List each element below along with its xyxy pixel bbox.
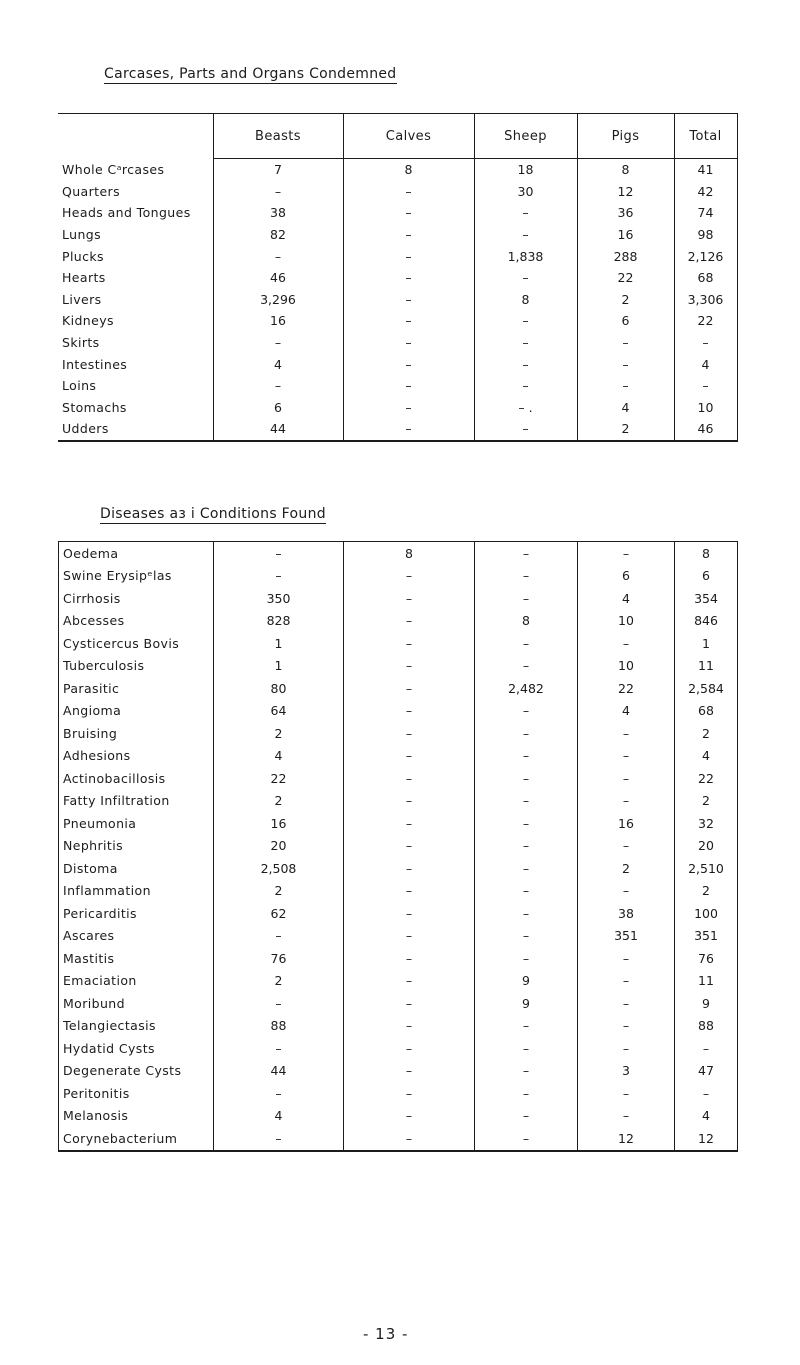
table-cell: 68 (675, 700, 738, 723)
table-cell: 2,126 (674, 245, 737, 267)
table-cell: – (675, 1037, 738, 1060)
table-cell: 88 (675, 1015, 738, 1038)
row-label: Kidneys (62, 313, 114, 329)
row-label: Nephritis (63, 838, 123, 854)
table-cell: – (213, 245, 343, 267)
row-label: Plucks (62, 248, 104, 264)
table-cell: 22 (674, 310, 737, 332)
table-cell: – (578, 745, 675, 768)
table-row (59, 970, 738, 993)
table-cell: 4 (674, 353, 737, 375)
table-cell: 16 (213, 310, 343, 332)
table-cell: 2 (578, 857, 675, 880)
table-cell: – (474, 332, 577, 354)
table-cell: 350 (214, 587, 344, 610)
table-cell: 4 (578, 587, 675, 610)
table-row (58, 181, 737, 203)
table-cell: 4 (213, 353, 343, 375)
table-row (59, 745, 738, 768)
table-cell: 44 (214, 1060, 344, 1083)
table-cell: – (344, 1060, 475, 1083)
table-cell: 3,296 (213, 289, 343, 311)
diseases-body (59, 542, 738, 1151)
row-label: Parasitic (63, 680, 120, 696)
table-row (59, 857, 738, 880)
table-row (58, 159, 737, 181)
table-cell: – (577, 375, 674, 397)
table-cell: 20 (214, 835, 344, 858)
table-cell: – . (474, 397, 577, 419)
row-label: Stomachs (62, 399, 127, 415)
table-cell: 4 (214, 745, 344, 768)
table-cell: 16 (577, 224, 674, 246)
table-cell: – (675, 1082, 738, 1105)
table-row (59, 790, 738, 813)
table-cell: 2,508 (214, 857, 344, 880)
diseases-table (58, 541, 738, 1152)
table-cell: 46 (213, 267, 343, 289)
table-cell: – (344, 700, 475, 723)
table-cell: – (578, 880, 675, 903)
table-row (58, 332, 737, 354)
table-cell: – (475, 722, 578, 745)
table-cell: 2 (214, 722, 344, 745)
table-row (59, 925, 738, 948)
table-cell: 64 (214, 700, 344, 723)
table-cell: – (475, 745, 578, 768)
table-row (59, 677, 738, 700)
table-cell: 8 (344, 542, 475, 565)
table-cell: – (214, 565, 344, 588)
row-label: Inflammation (63, 883, 151, 899)
table-cell: – (343, 181, 474, 203)
table-row (59, 1082, 738, 1105)
table-cell: – (344, 1127, 475, 1151)
table-cell: – (474, 418, 577, 441)
table-row (58, 353, 737, 375)
table-cell: 46 (674, 418, 737, 441)
table-cell: – (344, 722, 475, 745)
table-row (58, 289, 737, 311)
table-cell: 16 (578, 812, 675, 835)
table-cell: – (344, 925, 475, 948)
table-cell: – (474, 224, 577, 246)
table-cell: – (344, 565, 475, 588)
table-cell: 11 (675, 970, 738, 993)
table-cell: 2 (577, 289, 674, 311)
table-cell: – (475, 880, 578, 903)
table-row (58, 245, 737, 267)
table-cell: 3,306 (674, 289, 737, 311)
table-cell: – (214, 1082, 344, 1105)
table-cell: 9 (475, 970, 578, 993)
table-row (59, 587, 738, 610)
table-cell: – (344, 767, 475, 790)
row-label: Abcesses (63, 613, 125, 629)
table-cell: – (475, 655, 578, 678)
table-cell: – (343, 289, 474, 311)
row-label: Telangiectasis (63, 1018, 156, 1034)
table-cell: – (344, 857, 475, 880)
row-label: Cirrhosis (63, 590, 121, 606)
table-cell: – (475, 1015, 578, 1038)
table-cell: – (674, 375, 737, 397)
table-cell: – (344, 610, 475, 633)
table-cell: – (578, 970, 675, 993)
table-cell: – (475, 1060, 578, 1083)
table-row (58, 310, 737, 332)
table-cell: – (475, 835, 578, 858)
table-cell: – (214, 1037, 344, 1060)
column-header: Sheep (474, 114, 577, 159)
table-cell: 2,482 (475, 677, 578, 700)
table-cell: 38 (213, 202, 343, 224)
table-cell: 4 (577, 397, 674, 419)
table-cell: – (578, 992, 675, 1015)
table-cell: 6 (578, 565, 675, 588)
row-label: Quarters (62, 183, 121, 199)
table-cell: 80 (214, 677, 344, 700)
row-label: Pneumonia (63, 815, 137, 831)
table-cell: 351 (578, 925, 675, 948)
column-header: Beasts (213, 114, 343, 159)
table-cell: – (344, 790, 475, 813)
table-cell: 2 (675, 722, 738, 745)
table-cell: – (475, 632, 578, 655)
row-label: Angioma (63, 703, 122, 719)
row-label: Pericarditis (63, 905, 137, 921)
table-cell: – (475, 700, 578, 723)
table-cell: – (344, 902, 475, 925)
table-cell: 8 (577, 159, 674, 181)
table-cell: 8 (343, 159, 474, 181)
table-cell: – (475, 1127, 578, 1151)
corner-cell (58, 114, 213, 159)
table-cell: – (344, 1105, 475, 1128)
carcases-body (58, 159, 737, 441)
table-cell: – (578, 1015, 675, 1038)
table-cell: – (344, 745, 475, 768)
row-label: Loins (62, 378, 97, 394)
table-cell: – (343, 353, 474, 375)
page-number: - 13 - (363, 1325, 409, 1343)
table-row (58, 202, 737, 224)
row-label: Intestines (62, 356, 128, 372)
table-cell: – (475, 542, 578, 565)
table-cell: 288 (577, 245, 674, 267)
table-cell: – (344, 655, 475, 678)
row-label: Tuberculosis (63, 658, 145, 674)
table-cell: 2 (214, 880, 344, 903)
table-cell: 38 (578, 902, 675, 925)
row-label: Oedema (63, 545, 119, 561)
table-cell: 76 (675, 947, 738, 970)
table-cell: 30 (474, 181, 577, 203)
table-cell: 10 (674, 397, 737, 419)
table-cell: – (475, 565, 578, 588)
table-row (59, 722, 738, 745)
table-row (59, 1105, 738, 1128)
table-cell: 12 (577, 181, 674, 203)
table-cell: – (214, 992, 344, 1015)
table-cell: 41 (674, 159, 737, 181)
row-label: Ascares (63, 928, 115, 944)
table-cell: – (344, 587, 475, 610)
table-cell: 88 (214, 1015, 344, 1038)
table-cell: 2 (675, 790, 738, 813)
table-cell: 36 (577, 202, 674, 224)
table-row (59, 655, 738, 678)
table-cell: – (344, 1082, 475, 1105)
table-row (58, 375, 737, 397)
row-label: Moribund (63, 995, 125, 1011)
table-cell: 98 (674, 224, 737, 246)
table-cell: 10 (578, 655, 675, 678)
row-label: Skirts (62, 335, 100, 351)
table-cell: 1,838 (474, 245, 577, 267)
table-cell: – (474, 353, 577, 375)
row-label: Mastitis (63, 950, 115, 966)
table-cell: – (343, 245, 474, 267)
table-cell: – (214, 1127, 344, 1151)
table-cell: 44 (213, 418, 343, 441)
table-cell: 82 (213, 224, 343, 246)
table-cell: 62 (214, 902, 344, 925)
table-cell: – (475, 947, 578, 970)
column-header: Total (674, 114, 737, 159)
table-cell: – (344, 1037, 475, 1060)
table-cell: 74 (674, 202, 737, 224)
table-cell: – (343, 224, 474, 246)
table-cell: 2 (214, 790, 344, 813)
table-row (58, 397, 737, 419)
table-cell: 6 (213, 397, 343, 419)
column-header: Calves (343, 114, 474, 159)
table-cell: – (344, 677, 475, 700)
table-cell: 10 (578, 610, 675, 633)
table-cell: 1 (214, 655, 344, 678)
table-cell: – (578, 790, 675, 813)
row-label: Degenerate Cysts (63, 1063, 182, 1079)
table-cell: 2 (214, 970, 344, 993)
table-cell: – (213, 375, 343, 397)
table-cell: 351 (675, 925, 738, 948)
table-cell: – (578, 835, 675, 858)
table-row (59, 812, 738, 835)
row-label: Corynebacterium (63, 1130, 178, 1146)
table-cell: – (214, 925, 344, 948)
column-header-row (58, 114, 737, 159)
table-cell: 2 (675, 880, 738, 903)
table-cell: – (214, 542, 344, 565)
table-cell: 76 (214, 947, 344, 970)
table-row (59, 1015, 738, 1038)
table-cell: 828 (214, 610, 344, 633)
table-cell: – (475, 902, 578, 925)
table-cell: 22 (577, 267, 674, 289)
table-cell: – (475, 1037, 578, 1060)
table-cell: 8 (675, 542, 738, 565)
table-row (59, 1037, 738, 1060)
carcases-table (58, 113, 738, 442)
table-cell: – (475, 790, 578, 813)
table-cell: 4 (675, 745, 738, 768)
table-cell: – (344, 992, 475, 1015)
table-cell: – (475, 587, 578, 610)
table-cell: 9 (475, 992, 578, 1015)
table-cell: – (475, 767, 578, 790)
table-cell: 2 (577, 418, 674, 441)
table-cell: 4 (578, 700, 675, 723)
row-label: Heads and Tongues (62, 205, 191, 221)
table-cell: – (343, 397, 474, 419)
table-cell: 22 (675, 767, 738, 790)
row-label: Adhesions (63, 748, 131, 764)
table-cell: – (475, 1082, 578, 1105)
table-cell: 2,584 (675, 677, 738, 700)
table-cell: 32 (675, 812, 738, 835)
table-cell: – (578, 542, 675, 565)
table-cell: 12 (578, 1127, 675, 1151)
row-label: Livers (62, 291, 102, 307)
row-label: Fatty Infiltration (63, 793, 170, 809)
table-row (59, 947, 738, 970)
table-cell: 8 (475, 610, 578, 633)
row-label: Hearts (62, 270, 106, 286)
table-cell: 846 (675, 610, 738, 633)
table-cell: – (578, 947, 675, 970)
row-label: Distoma (63, 860, 118, 876)
row-label: Bruising (63, 725, 118, 741)
row-label: Lungs (62, 227, 102, 243)
row-label: Udders (62, 421, 109, 437)
table-row (59, 1127, 738, 1151)
row-label: Peritonitis (63, 1085, 130, 1101)
table-row (59, 767, 738, 790)
table-cell: – (578, 1105, 675, 1128)
table-cell: 18 (474, 159, 577, 181)
table-cell: – (578, 1037, 675, 1060)
table-cell: 6 (577, 310, 674, 332)
table-cell: – (344, 835, 475, 858)
table-cell: – (578, 1082, 675, 1105)
table-row (58, 224, 737, 246)
table-cell: 3 (578, 1060, 675, 1083)
table-cell: 8 (474, 289, 577, 311)
table-cell: 22 (214, 767, 344, 790)
table-cell: – (343, 267, 474, 289)
table-row (59, 1060, 738, 1083)
row-label: Actinobacillosis (63, 770, 166, 786)
row-label: Swine Erysipᵉlas (63, 568, 172, 584)
table-row (59, 632, 738, 655)
table-row (59, 700, 738, 723)
table-cell: 4 (214, 1105, 344, 1128)
table-cell: – (344, 880, 475, 903)
table-cell: 1 (675, 632, 738, 655)
row-label: Whole Cᵃrcases (62, 162, 165, 178)
table-cell: – (475, 925, 578, 948)
row-label: Hydatid Cysts (63, 1040, 155, 1056)
table-cell: – (578, 632, 675, 655)
table-cell: – (474, 202, 577, 224)
table-cell: – (213, 181, 343, 203)
table-cell: 11 (675, 655, 738, 678)
table-cell: – (577, 332, 674, 354)
table-row (58, 267, 737, 289)
carcases-title: Carcases, Parts and Organs Condemned (104, 66, 397, 82)
table-cell: 354 (675, 587, 738, 610)
row-label: Melanosis (63, 1108, 129, 1124)
table-cell: 2,510 (675, 857, 738, 880)
table-cell: – (343, 418, 474, 441)
table-cell: 4 (675, 1105, 738, 1128)
table-cell: 16 (214, 812, 344, 835)
table-cell: – (344, 947, 475, 970)
table-cell: – (475, 857, 578, 880)
table-row (59, 835, 738, 858)
table-cell: 68 (674, 267, 737, 289)
table-cell: – (674, 332, 737, 354)
table-cell: – (578, 722, 675, 745)
table-cell: – (344, 970, 475, 993)
table-cell: 47 (675, 1060, 738, 1083)
table-cell: 22 (578, 677, 675, 700)
table-row (59, 992, 738, 1015)
table-cell: 7 (213, 159, 343, 181)
table-row (59, 880, 738, 903)
table-cell: 9 (675, 992, 738, 1015)
table-row (58, 418, 737, 441)
table-cell: – (344, 812, 475, 835)
table-cell: – (343, 332, 474, 354)
table-cell: 100 (675, 902, 738, 925)
table-cell: – (475, 1105, 578, 1128)
table-cell: – (213, 332, 343, 354)
table-cell: 12 (675, 1127, 738, 1151)
row-label: Emaciation (63, 973, 137, 989)
table-row (59, 902, 738, 925)
column-header: Pigs (577, 114, 674, 159)
table-cell: – (344, 632, 475, 655)
table-cell: – (343, 375, 474, 397)
table-cell: – (474, 310, 577, 332)
table-cell: – (344, 1015, 475, 1038)
table-cell: – (474, 267, 577, 289)
table-row (59, 565, 738, 588)
diseases-title: Diseases aз і Conditions Found (100, 506, 326, 522)
table-cell: – (343, 310, 474, 332)
table-cell: – (577, 353, 674, 375)
table-cell: 20 (675, 835, 738, 858)
table-cell: – (343, 202, 474, 224)
table-cell: – (475, 812, 578, 835)
table-row (59, 610, 738, 633)
table-cell: – (578, 767, 675, 790)
table-cell: 6 (675, 565, 738, 588)
table-cell: 42 (674, 181, 737, 203)
table-cell: 1 (214, 632, 344, 655)
table-row (59, 542, 738, 565)
row-label: Cysticercus Bovis (63, 635, 180, 651)
table-cell: – (474, 375, 577, 397)
